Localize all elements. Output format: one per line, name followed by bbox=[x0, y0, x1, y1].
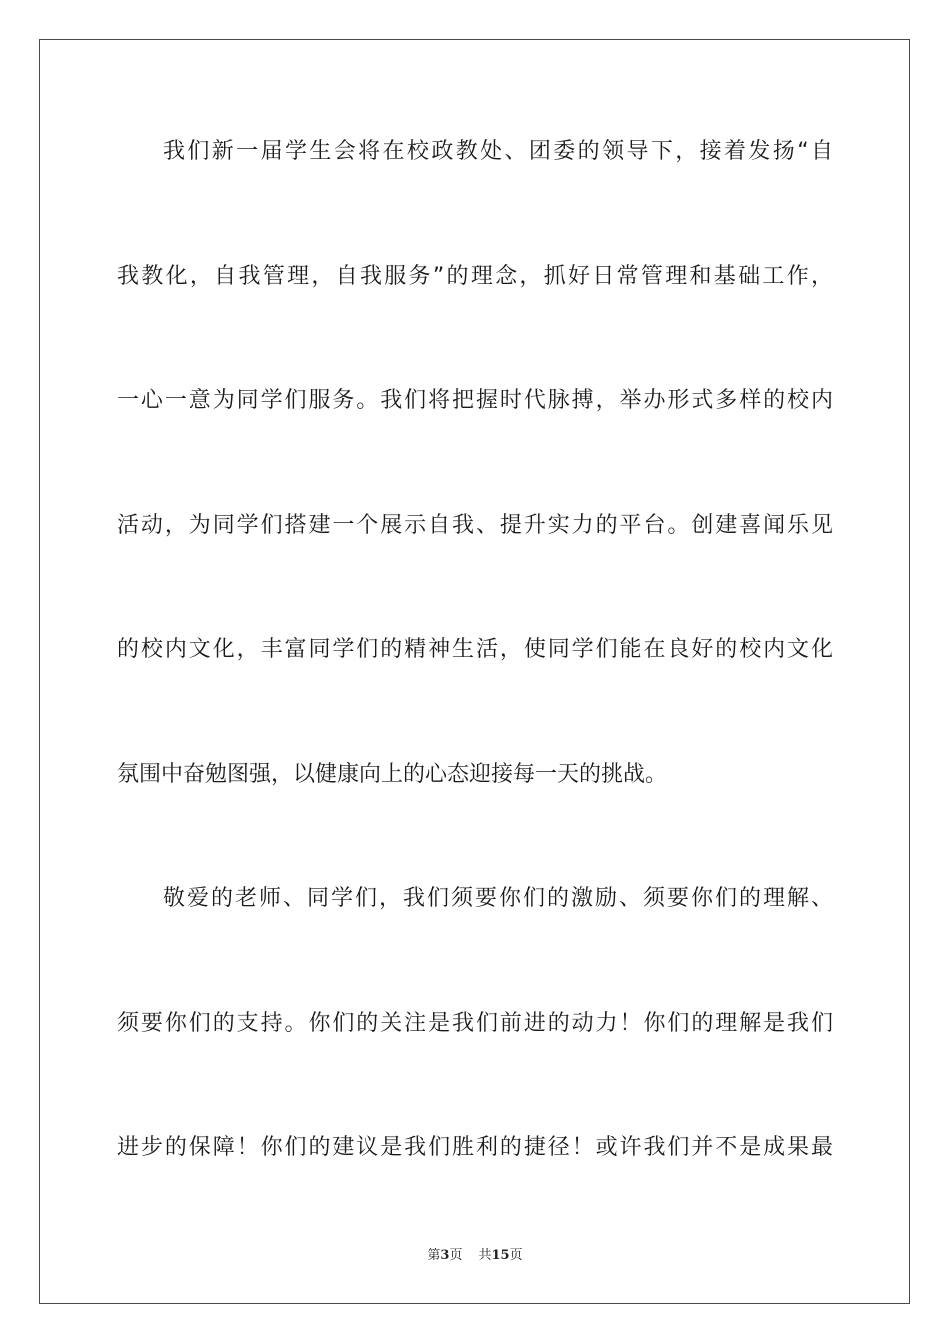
paragraph-2-line-1: 敬爱的老师、同学们，我们须要你们的激励、须要你们的理解、 bbox=[163, 886, 833, 911]
total-pages: 15 bbox=[491, 1248, 510, 1263]
page-suffix: 页 bbox=[449, 1248, 463, 1263]
page-prefix: 第 bbox=[427, 1248, 441, 1263]
total-prefix: 共 bbox=[478, 1248, 492, 1263]
page-number: 3 bbox=[440, 1248, 450, 1263]
paragraph-1-line-6: 氛围中奋勉图强，以健康向上的心态迎接每一天的挑战。 bbox=[117, 762, 668, 787]
total-suffix: 页 bbox=[509, 1248, 523, 1263]
paragraph-2-line-2: 须要你们的支持。你们的关注是我们前进的动力！你们的理解是我们 bbox=[117, 1011, 833, 1036]
paragraph-1-line-1: 我们新一届学生会将在校政教处、团委的领导下，接着发扬“自 bbox=[163, 139, 833, 164]
page-border bbox=[39, 39, 910, 1304]
paragraph-1-line-2: 我教化，自我管理，自我服务”的理念，抓好日常管理和基础工作， bbox=[117, 264, 833, 289]
page-footer bbox=[0, 1247, 950, 1265]
paragraph-1-line-5: 的校内文化，丰富同学们的精神生活，使同学们能在良好的校内文化 bbox=[117, 637, 833, 662]
paragraph-1-line-4: 活动，为同学们搭建一个展示自我、提升实力的平台。创建喜闻乐见 bbox=[117, 513, 833, 538]
paragraph-1-line-3: 一心一意为同学们服务。我们将把握时代脉搏，举办形式多样的校内 bbox=[117, 388, 833, 413]
paragraph-2-line-3: 进步的保障！你们的建议是我们胜利的捷径！或许我们并不是成果最 bbox=[117, 1135, 833, 1160]
